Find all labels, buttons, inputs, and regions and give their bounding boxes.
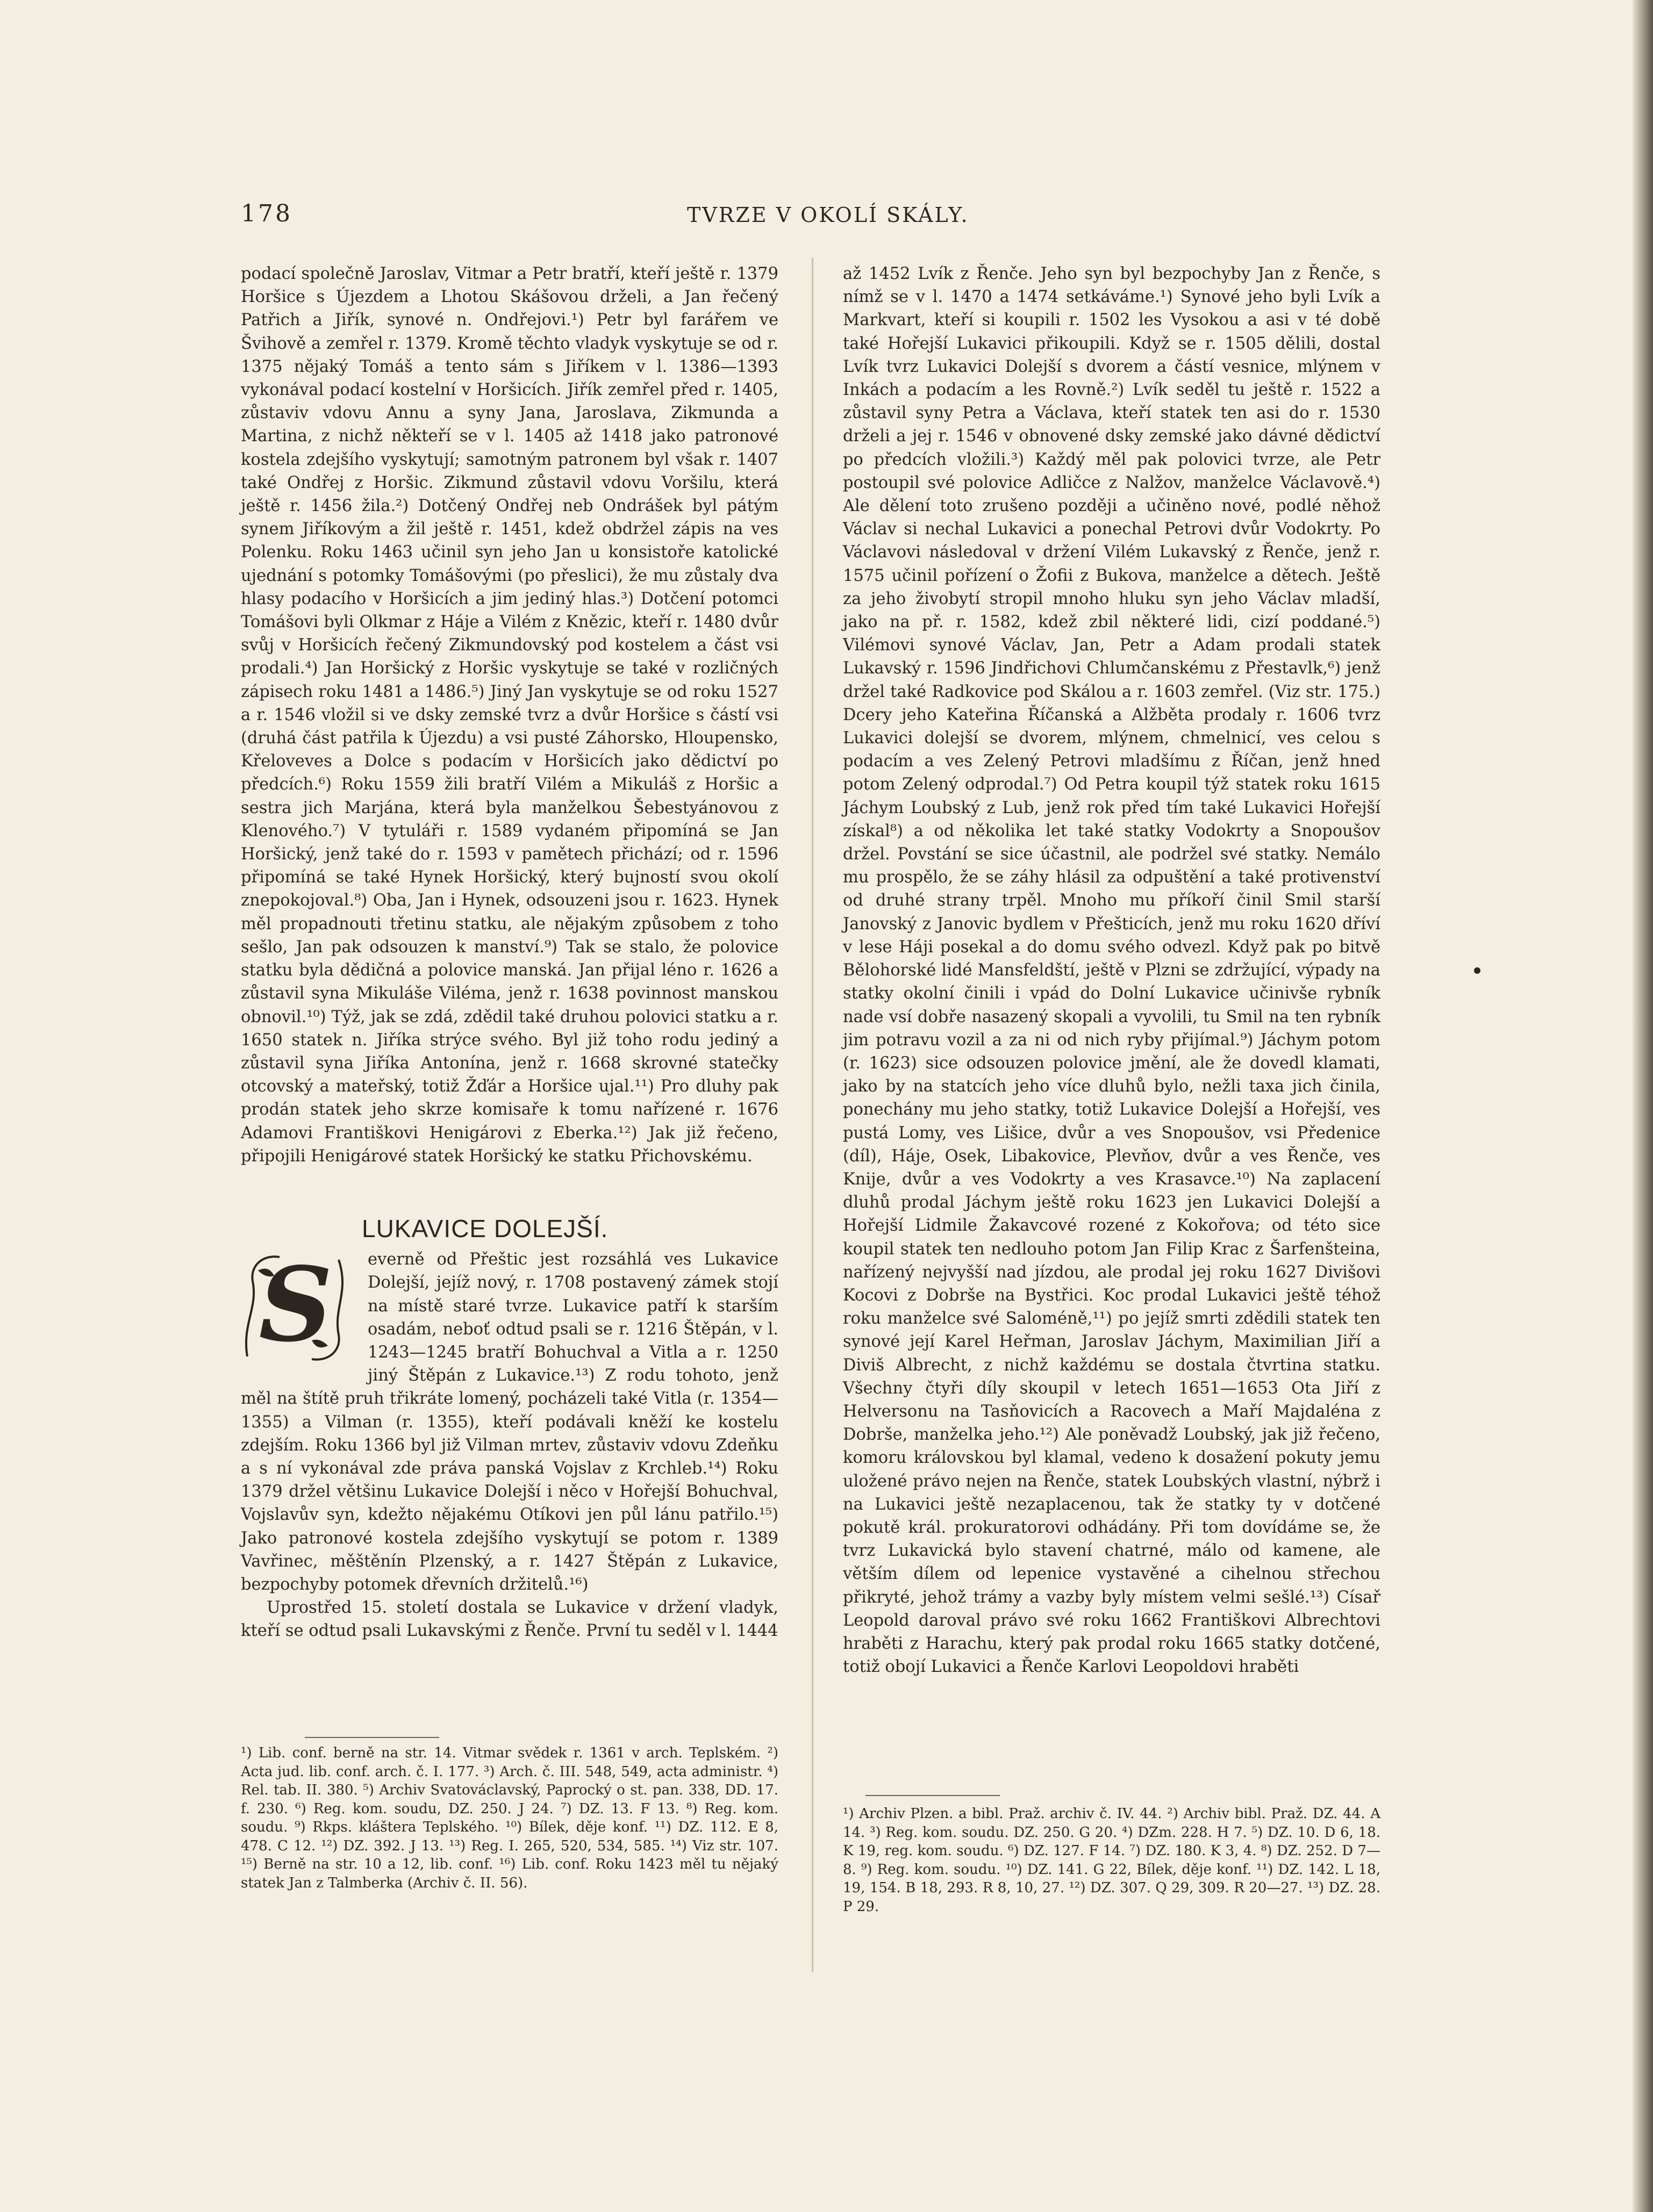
footnotes-left: ¹) Lib. conf. berně na str. 14. Vitmar svědek r. 1361 v arch. Teplském. ²) Acta jud. lib. conf. arch. č. I. 177. ³) Arch. č. III. 548, 549, acta administr. ⁴) Rel. tab. II. 380. ⁵) Archiv Svatováclavský, Paprocký o st. pan. 338, DD. 17. f. 230. ⁶) Reg. kom. soudu, DZ. 250. J 24. ⁷) DZ. 13. F 13. ⁸) Reg. kom. soudu. ⁹) Rkps. kláštera Teplského. ¹⁰) Bílek, děje konf. ¹¹) DZ. 112. E 8, 478. C 12. ¹²) DZ. 392. J 13. ¹³) Reg. I. 265, 520, 534, 585. ¹⁴) Viz str. 107. ¹⁵) Berně na str. 10 a 12, lib. conf. ¹⁶) Lib. conf. Roku 1423 měl tu nějaký statek Jan z Talmberka (Archiv č. II. 56). [241, 1745, 778, 1891]
section-title-lukavice: LUKAVICE DOLEJŠÍ. [362, 1214, 609, 1243]
page-edge-shadow [1633, 0, 1653, 2212]
column-gutter [812, 258, 813, 1972]
page-header [241, 200, 1058, 238]
horsice-history-paragraph: podací společně Jaroslav, Vitmar a Petr bratří, kteří ještě r. 1379 Horšice s Újezdem a Lhotou Skášovou drželi, a Jan řečený Patřich a Jiřík, synové n. Ondřejovi.¹) Petr byl farářem ve Švihově a zemřel r. 1379. Kromě těchto vladyk vyskytuje se od r. 1375 nějaký Tomáš a tento sám s Jiříkem v l. 1386—1393 vykonával podací kostelní v Horšicích. Jiřík zemřel před r. 1405, zůstaviv vdovu Annu a syny Jana, Jaroslava, Zikmunda a Martina, z nichž někteří se v l. 1405 až 1418 jako patronové kostela zdejšího vyskytují; samotným patronem byl však r. 1407 také Ondřej z Horšic. Zikmund zůstavil vdovu Voršilu, která ještě r. 1456 žila.²) Dotčený Ondřej neb Ondrášek byl pátým synem Jiříkovým a žil ještě r. 1451, kdež obdržel zápis na ves Polenku. Roku 1463 učinil syn jeho Jan u konsistoře katolické ujednání s potomky Tomášovými (po přeslici), že mu zůstaly dva hlasy podacího v Horšicích a jim jediný hlas.³) Dotčení potomci Tomášovi byli Olkmar z Háje a Vilém z Knězic, kteří r. 1480 dvůr svůj v Horšicích řečený Zikmundovský pod kostelem a část vsi prodali.⁴) Jan Horšický z Horšic vyskytuje se také v rozličných zápisech roku 1481 a 1486.⁵) Jiný Jan vyskytuje se od roku 1527 a r. 1546 vložil si ve dsky zemské tvrz a dvůr Horšice s částí vsi (druhá část patřila k Újezdu) a vsi pusté Záhorsko, Hloupensko, Křeloveves a Dolce s podacím v Horšicích jako dědictví po předcích.⁶) Roku 1559 žili bratří Vilém a Mikuláš z Horšic a sestra jich Marjána, která byla manželkou Šebestyánovou z Klenového.⁷) V tytuláři r. 1589 vydaném připomíná se Jan Horšický, jenž také do r. 1593 v pamětech přichází; od r. 1596 připomíná se také Hynek Horšický, který bujností svou okolí znepokojoval.⁸) Oba, Jan i Hynek, odsouzeni jsou r. 1623. Hynek měl propadnouti třetinu statku, ale nějakým způsobem z toho sešlo, Jan pak odsouzen k manství.⁹) Tak se stalo, že polovice statku byla dědičná a polovice manská. Jan přijal léno r. 1626 a zůstavil syna Mikuláše Viléma, jenž r. 1638 povinnost manskou obnovil.¹⁰) Týž, jak se zdá, zdědil také druhou polovici statku a r. 1650 statek n. Jiříka strýce svého. Byl již toho rodu jediný a zůstavil syna Jiříka Antonína, jenž r. 1668 skrovné statečky otcovský a mateřský, totiž Žďár a Horšice ujal.¹¹) Pro dluhy pak prodán statek jeho skrze komisaře k tomu nařízené r. 1676 Adamovi Františkovi Henigárovi z Eberka.¹²) Jak již řečeno, připojili Henigárové statek Horšický ke statku Přichovskému. [241, 264, 778, 1166]
footnotes-right: ¹) Archiv Plzen. a bibl. Praž. archiv č. IV. 44. ²) Archiv bibl. Praž. DZ. 44. A 14. ³) Reg. kom. soudu. DZ. 250. G 20. ⁴) DZm. 228. H 7. ⁵) DZ. 10. D 6, 18. K 19, reg. kom. soudu. ⁶) DZ. 127. F 14. ⁷) DZ. 180. K 3, 4. ⁸) DZ. 252. D 7—8. ⁹) Reg. kom. soudu. ¹⁰) DZ. 141. G 22, Bílek, děje konf. ¹¹) DZ. 142. L 18, 19, 154. B 18, 293. R 8, 10, 27. ¹²) DZ. 307. Q 29, 309. R 20—27. ¹³) DZ. 28. P 29. [843, 1806, 1380, 1915]
footnote-rule-left [305, 1737, 439, 1738]
ink-speck [1474, 967, 1480, 974]
lukavice-intro-paragraph: everně od Přeštic jest rozsáhlá ves Lukavice Dolejší, jejíž nový, r. 1708 postavený zámek stojí na místě staré tvrze. Lukavice patří k starším osadám, neboť odtud psali se r. 1216 Štěpán, v l. 1243—1245 bratří Bohuchval a Vitla a r. 1250 jiný Štěpán z Lukavice.¹³) Z rodu tohoto, jenž měl na štítě pruh třikráte lomený, pocházeli také Vitla (r. 1354—1355) a Vilman (r. 1355), kteří podávali kněží ke kostelu zdejším. Roku 1366 byl již Vilman mrtev, zůstaviv vdovu Zdeňku a s ní vykonával zde práva panská Vojslav z Krchleb.¹⁴) Roku 1379 držel většinu Lukavice Dolejší i něco v Hořejší Bohuchval, Vojslavův syn, kdežto nějakému Otíkovi jen půl lánu patřilo.¹⁵) Jako patronové kostela zdejšího vyskytují se potom r. 1389 Vavřinec, měštěnín Plzenský, a r. 1427 Štěpán z Lukavice, bezpochyby potomek dřevních držitelů.¹⁶) [241, 1250, 778, 1594]
dropcap-letter: S [259, 1249, 333, 1365]
running-title: TVRZE V OKOLÍ SKÁLY. [687, 203, 969, 227]
ornamental-initial-graphic [237, 1249, 355, 1367]
lukavice-15th-century-paragraph: Uprostřed 15. století dostala se Lukavice v držení vladyk, kteří se odtud psali Lukavskými z Řenče. První tu seděl v l. 1444 [241, 1598, 778, 1641]
left-column [241, 262, 778, 1643]
page-number: 178 [241, 200, 292, 227]
right-column [843, 262, 1380, 1678]
lukavice-owners-paragraph: až 1452 Lvík z Řenče. Jeho syn byl bezpochyby Jan z Řenče, s nímž se v l. 1470 a 1474 setkáváme.¹) Synové jeho byli Lvík a Markvart, kteří si koupili r. 1502 les Vysokou a asi v té době také Hořejší Lukavici přikoupili. Když se r. 1505 dělili, dostal Lvík tvrz Lukavici Dolejší s dvorem a částí vesnice, mlýnem v Inkách a podacím a les Rovně.²) Lvík seděl tu ještě r. 1522 a zůstavil syny Petra a Václava, kteří statek ten asi do r. 1530 drželi a jej r. 1546 v obnovené dsky zemské jako dávné dědictví po předcích vložili.³) Každý měl pak polovici tvrze, ale Petr postoupil své polovice Adličce z Nalžov, manželce Václavově.⁴) Ale dělení toto zrušeno později a učiněno nové, podlé něhož Václav si nechal Lukavici a ponechal Petrovi dvůr Vodokrty. Po Václavovi následoval v držení Vilém Lukavský z Řenče, jenž r. 1575 učinil pořízení o Žofii z Bukova, manželce a dětech. Ještě za jeho živobytí stropil mnoho hluku syn jeho Václav mladší, jako na př. r. 1582, kdež zbil některé lidi, cizí poddané.⁵) Vilémovi synové Václav, Jan, Petr a Adam prodali statek Lukavský r. 1596 Jindřichovi Chlumčanskému z Přestavlk,⁶) jenž držel také Radkovice pod Skálou a r. 1603 zemřel. (Viz str. 175.) Dcery jeho Kateřina Říčanská a Alžběta prodaly r. 1606 tvrz Lukavici dolejší se dvorem, mlýnem, chmelnicí, ves celou s podacím a ves Zelený Petrovi mladšímu z Říčan, jenž hned potom Zelený odprodal.⁷) Od Petra koupil týž statek roku 1615 Jáchym Loubský z Lub, jenž rok před tím také Lukavici Hořejší získal⁸) a od několika let také statky Vodokrty a Snopoušov držel. Povstání se sice účastnil, ale podržel své statky. Nemálo mu prospělo, že se záhy hlásil za odpuštění a také protivenství od druhé strany trpěl. Mnoho mu příkoří činil Smil starší Janovský z Janovic bydlem v Přešticích, jenž mu roku 1620 dříví v lese Háji posekal a do domu svého odvezl. Když pak po bitvě Bělohorské lidé Mansfeldští, ještě v Plzni se zdržující, výpady na statky okolní činili i vpád do Dolní Lukavice učinivše rybník nade vsí dobře nasazený skopali a vyvolili, tu Smil na ten rybník jim potravu vozil a za ni od nich ryby přijímal.⁹) Jáchym potom (r. 1623) sice odsouzen polovice jmění, ale že dovedl klamati, jako by na statcích jeho více dluhů bylo, nežli taxa jich činila, ponechány mu jeho statky, totiž Lukavice Dolejší a Hořejší, ves pustá Lomy, ves Lišice, dvůr a ves Snopoušov, vsi Předenice (díl), Háje, Osek, Libakovice, Plevňov, dvůr a ves Řenče, ves Knije, dvůr a ves Vodokrty a ves Krasavce.¹⁰) Na zaplacení dluhů prodal Jáchym ještě roku 1623 jen Lukavici Dolejší a Hořejší Lidmile Žakavcové rozené z Kokořova; od této sice koupil statek ten nedlouho potom Jan Filip Krac z Šarfenšteina, nařízený nejvyšší nad jízdou, ale prodal jej roku 1627 Divišovi Kocovi z Dobrše na Bystřici. Koc prodal Lukavici ještě téhož roku manželce své Saloméně,¹¹) po jejíž smrti zdědili statek ten synové její Karel Heřman, Jaroslav Jáchym, Maximilian Jiří a Diviš Albrecht, z nichž každému se dostala čtvrtina statku. Všechny čtyři díly skoupil v letech 1651—1653 Ota Jiří z Helversonu na Tasňovicích a Racovech a Maří Majdaléna z Dobrše, manželka jeho.¹²) Ale poněvadž Loubský, jak již řečeno, komoru královskou byl klamal, vedeno k dosažení pokuty jemu uložené právo nejen na Řenče, statek Loubských vlastní, nýbrž i na Lukavici ještě nezaplacenou, tak že statky ty v dotčené pokutě král. prokuratorovi odhádány. Při tom dovídáme se, že tvrz Lukavická bylo stavení chatrné, málo od kamene, ale větším dílem od lepenice vystavěné a cihelnou střechou přikryté, jehož trámy a vazby byly místem velmi sešlé.¹³) Císař Leopold daroval právo své roku 1662 Františkovi Albrechtovi hraběti z Harachu, který pak prodal roku 1665 statky dotčené, totiž obojí Lukavici a Řenče Karlovi Leopoldovi hraběti [843, 264, 1380, 1677]
footnote-rule-right [865, 1795, 1000, 1796]
ornamental-initial-s [237, 1249, 355, 1367]
section-spacer [241, 1168, 778, 1217]
